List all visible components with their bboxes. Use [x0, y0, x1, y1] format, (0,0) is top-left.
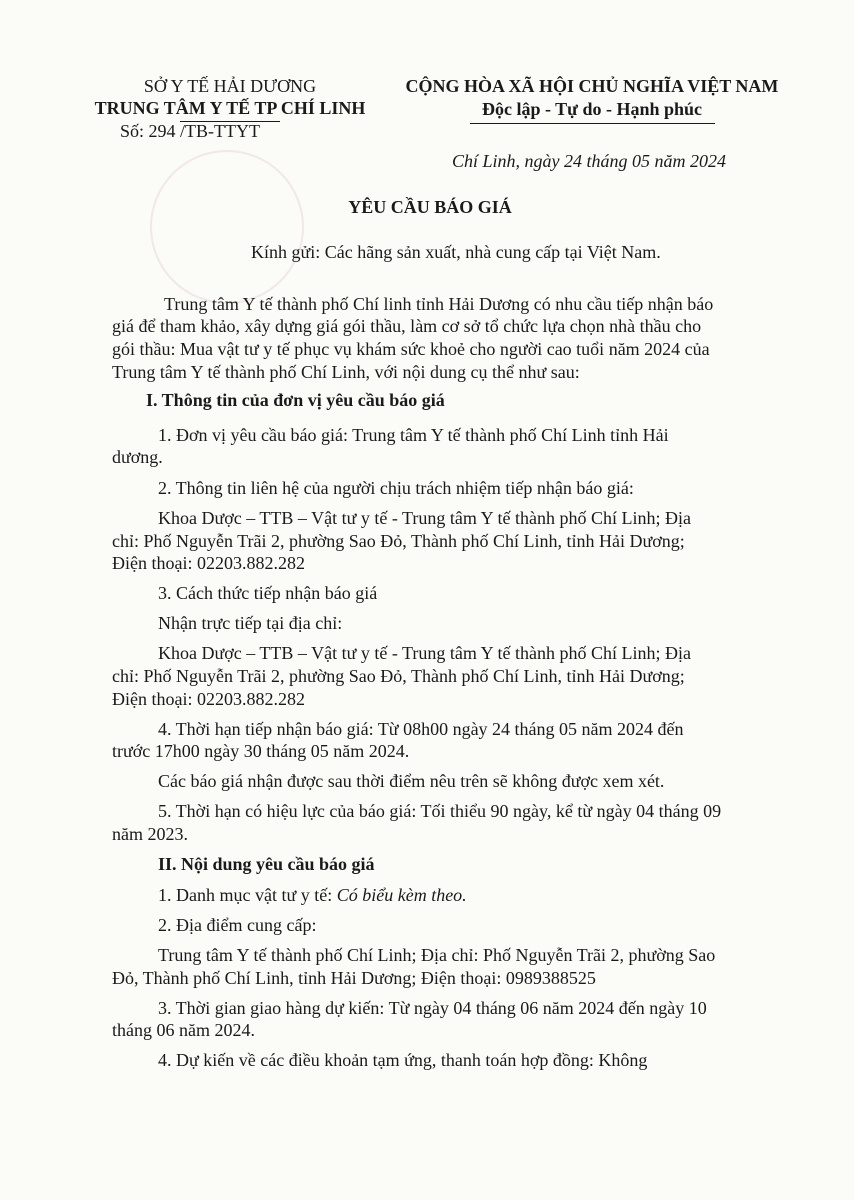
s1-item1-line2: dương. — [112, 447, 163, 467]
s2-item1-value: Có biểu kèm theo. — [336, 885, 467, 905]
receive-direct: Nhận trực tiếp tại địa chỉ: — [158, 613, 343, 633]
national-title: CỘNG HÒA XÃ HỘI CHỦ NGHĨA VIỆT NAM — [405, 76, 779, 96]
intro-line-3: gói thầu: Mua vật tư y tế phục vụ khám sức khoẻ cho người cao tuổi năm 2024 của — [112, 339, 710, 359]
contact2-line3: Điện thoại: 02203.882.282 — [112, 689, 305, 709]
section-2-heading: II. Nội dung yêu cầu báo giá — [158, 854, 375, 874]
intro-line-1: Trung tâm Y tế thành phố Chí linh tỉnh Hải Dương có nhu cầu tiếp nhận báo — [164, 294, 714, 314]
s1-item1-line1: 1. Đơn vị yêu cầu báo giá: Trung tâm Y tế thành phố Chí Linh tỉnh Hải — [158, 425, 669, 445]
intro-line-4: Trung tâm Y tế thành phố Chí Linh, với nội dung cụ thể như sau: — [112, 362, 580, 382]
s2-item4: 4. Dự kiến về các điều khoản tạm ứng, thanh toán hợp đồng: Không — [158, 1050, 648, 1070]
contact2-line1: Khoa Dược – TTB – Vật tư y tế - Trung tâm Y tế thành phố Chí Linh; Địa — [158, 643, 691, 663]
s2-item3-line2: tháng 06 năm 2024. — [112, 1020, 255, 1040]
organization-name: TRUNG TÂM Y TẾ TP CHÍ LINH — [94, 98, 366, 118]
motto-underline — [470, 123, 715, 124]
s2-item1-label: 1. Danh mục vật tư y tế: — [158, 885, 337, 905]
s1-item4-line2: trước 17h00 ngày 30 tháng 05 năm 2024. — [112, 741, 410, 761]
document-number: Số: 294 /TB-TTYT — [120, 121, 260, 141]
national-motto: Độc lập - Tự do - Hạnh phúc — [481, 99, 703, 119]
s1-item5-line2: năm 2023. — [112, 824, 188, 844]
document-date: Chí Linh, ngày 24 tháng 05 năm 2024 — [452, 151, 727, 171]
document-title: YÊU CẦU BÁO GIÁ — [348, 197, 512, 217]
place-line1: Trung tâm Y tế thành phố Chí Linh; Địa chỉ: Phố Nguyễn Trãi 2, phường Sao — [158, 945, 716, 965]
s2-item2: 2. Địa điểm cung cấp: — [158, 915, 317, 935]
place-line2: Đỏ, Thành phố Chí Linh, tỉnh Hải Dương; Điện thoại: 0989388525 — [112, 968, 596, 988]
section-1-heading: I. Thông tin của đơn vị yêu cầu báo giá — [146, 390, 445, 410]
s1-item3: 3. Cách thức tiếp nhận báo giá — [158, 583, 378, 603]
department-name: SỞ Y TẾ HẢI DƯƠNG — [143, 76, 317, 96]
recipient-line: Kính gửi: Các hãng sản xuất, nhà cung cấp tại Việt Nam. — [251, 242, 661, 262]
contact1-line3: Điện thoại: 02203.882.282 — [112, 553, 305, 573]
s1-item2: 2. Thông tin liên hệ của người chịu trách nhiệm tiếp nhận báo giá: — [158, 478, 634, 498]
contact2-line2: chỉ: Phố Nguyễn Trãi 2, phường Sao Đỏ, Thành phố Chí Linh, tỉnh Hải Dương; — [112, 666, 685, 686]
contact1-line2: chỉ: Phố Nguyễn Trãi 2, phường Sao Đỏ, Thành phố Chí Linh, tỉnh Hải Dương; — [112, 531, 685, 551]
s1-item5-line1: 5. Thời hạn có hiệu lực của báo giá: Tối thiểu 90 ngày, kể từ ngày 04 tháng 09 — [158, 801, 722, 821]
intro-line-2: giá để tham khảo, xây dựng giá gói thầu, làm cơ sở tổ chức lựa chọn nhà thầu cho — [112, 316, 702, 336]
s1-item4-line1: 4. Thời hạn tiếp nhận báo giá: Từ 08h00 ngày 24 tháng 05 năm 2024 đến — [158, 719, 684, 739]
contact1-line1: Khoa Dược – TTB – Vật tư y tế - Trung tâm Y tế thành phố Chí Linh; Địa — [158, 508, 691, 528]
faint-stamp-mark — [150, 150, 304, 304]
s2-item1 — [158, 884, 467, 906]
s2-item3-line1: 3. Thời gian giao hàng dự kiến: Từ ngày 04 tháng 06 năm 2024 đến ngày 10 — [158, 998, 707, 1018]
late-note: Các báo giá nhận được sau thời điểm nêu trên sẽ không được xem xét. — [158, 771, 665, 791]
